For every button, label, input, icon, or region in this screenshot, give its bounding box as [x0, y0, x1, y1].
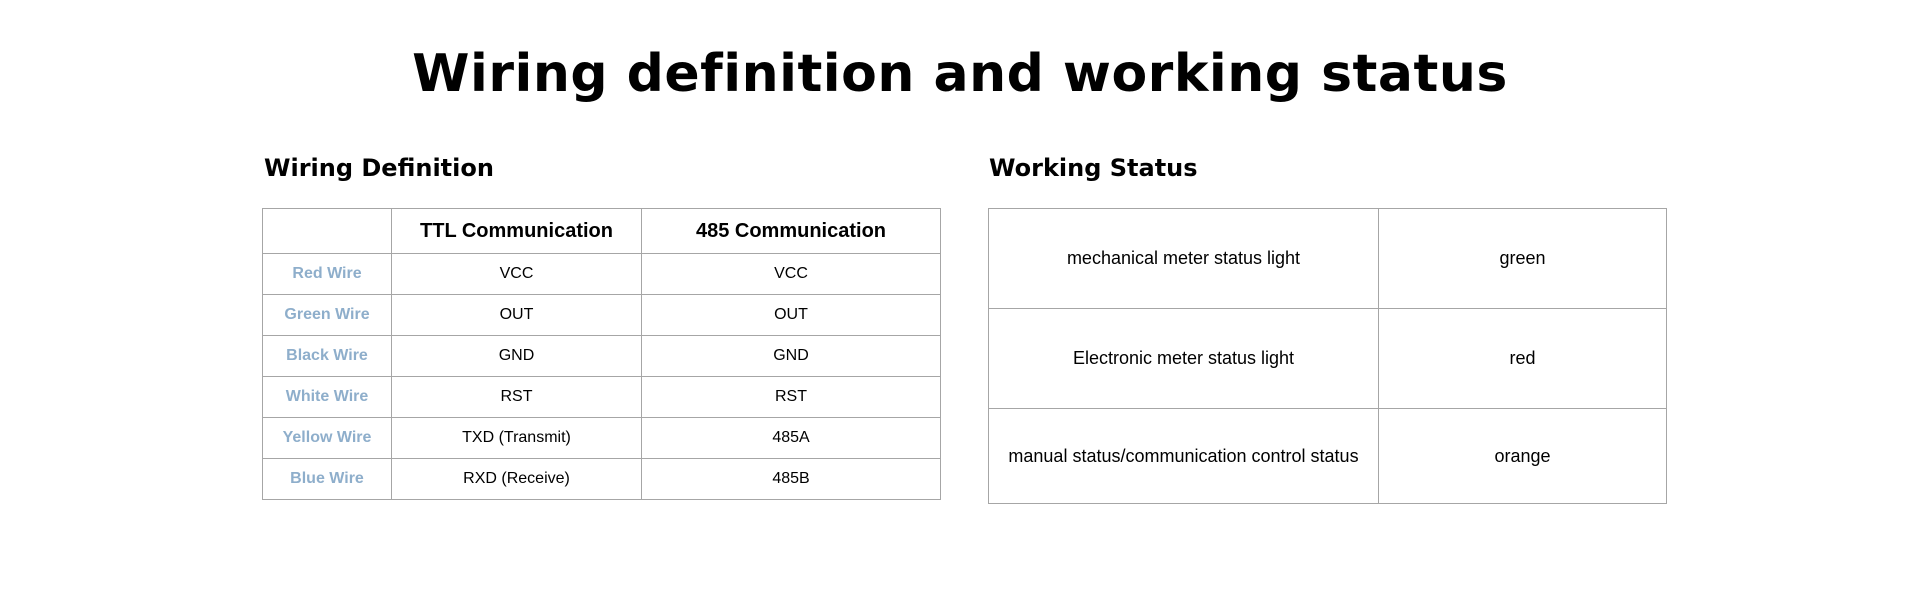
table-row [263, 459, 941, 500]
rs485-value-cell: 485A [642, 418, 941, 459]
ttl-value-cell: OUT [392, 295, 642, 336]
status-value-cell: green [1379, 209, 1667, 309]
wire-name-cell: Red Wire [263, 254, 392, 295]
rs485-value-cell: 485B [642, 459, 941, 500]
page-title: Wiring definition and working status [412, 44, 1508, 104]
wiring-definition-table [262, 208, 941, 500]
wire-name-cell: Blue Wire [263, 459, 392, 500]
ttl-value-cell: TXD (Transmit) [392, 418, 642, 459]
wire-name-cell: White Wire [263, 377, 392, 418]
wire-name-cell: Green Wire [263, 295, 392, 336]
header-cell-ttl: TTL Communication [392, 209, 642, 254]
ttl-value-cell: GND [392, 336, 642, 377]
status-value-cell: red [1379, 309, 1667, 409]
table-row [263, 418, 941, 459]
wiring-definition-title: Wiring Definition [264, 154, 494, 182]
wire-name-cell: Yellow Wire [263, 418, 392, 459]
table-row [989, 209, 1667, 309]
table-row [263, 295, 941, 336]
working-status-title: Working Status [989, 154, 1198, 182]
working-status-table [988, 208, 1667, 504]
ttl-value-cell: RXD (Receive) [392, 459, 642, 500]
table-row [263, 254, 941, 295]
ttl-value-cell: RST [392, 377, 642, 418]
table-row [263, 336, 941, 377]
status-item-cell: manual status/communication control status [989, 409, 1379, 504]
rs485-value-cell: VCC [642, 254, 941, 295]
status-item-cell: Electronic meter status light [989, 309, 1379, 409]
status-item-cell: mechanical meter status light [989, 209, 1379, 309]
ttl-value-cell: VCC [392, 254, 642, 295]
rs485-value-cell: OUT [642, 295, 941, 336]
table-row [263, 377, 941, 418]
wire-name-cell: Black Wire [263, 336, 392, 377]
header-cell-blank [263, 209, 392, 254]
table-row [989, 309, 1667, 409]
rs485-value-cell: RST [642, 377, 941, 418]
rs485-value-cell: GND [642, 336, 941, 377]
header-cell-485: 485 Communication [642, 209, 941, 254]
table-header-row [263, 209, 941, 254]
status-value-cell: orange [1379, 409, 1667, 504]
table-row [989, 409, 1667, 504]
